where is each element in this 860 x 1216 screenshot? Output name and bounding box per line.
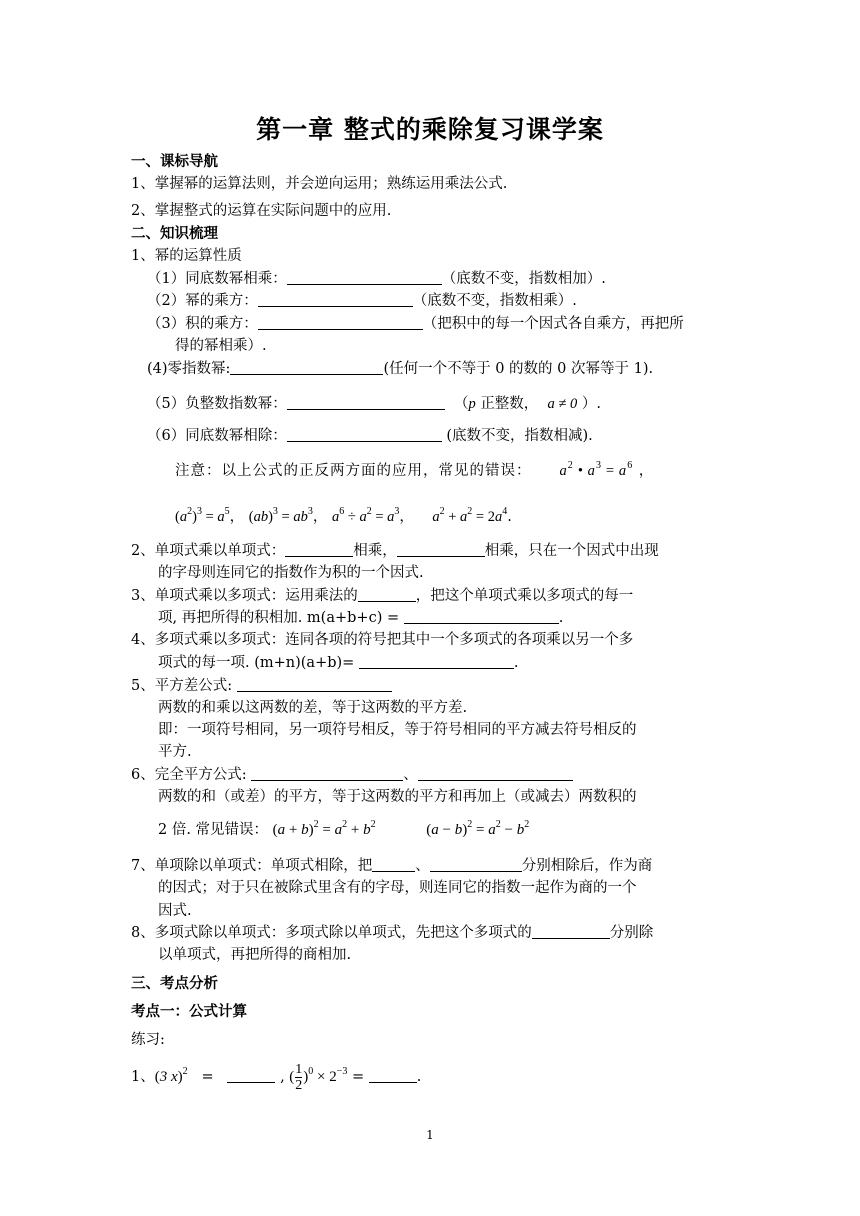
note-line: 注意：以上公式的正反两方面的应用，常见的错误： $a^2$ • $a^3 = a^6$ ， (175, 460, 655, 479)
page-title: 第一章 整式的乘除复习课学案 (256, 115, 604, 144)
rule-item-6: （6）同底数幂相除： (底数不变，指数相减). (147, 428, 593, 444)
text-line: 平方. (158, 744, 192, 760)
formula: (3 x)$^2$ (154, 1066, 188, 1085)
fill-blank[interactable] (430, 856, 522, 872)
fill-blank[interactable] (287, 394, 445, 410)
fill-blank[interactable] (251, 765, 403, 781)
text-line: 得的幂相乘）. (175, 338, 267, 354)
text-line: 的字母则连同它的指数作为积的一个因式. (158, 565, 424, 581)
fill-blank[interactable] (404, 608, 559, 624)
fill-blank[interactable] (532, 923, 610, 939)
rule-item-1: （1）同底数幂相乘： （底数不变，指数相加）. (147, 271, 606, 287)
text-line: 即：一项符号相同，另一项符号相反，等于符号相同的平方减去符号相反的 (158, 722, 637, 738)
formula: $(ab)^3 = ab^3$ (248, 506, 313, 525)
point-3-cont: 项, 再把所得的积相加. m(a+b+c) = . (158, 610, 564, 626)
rule-item-4: (4)零指数幂: (任何一个不等于 0 的数的 0 次幂等于 1). (147, 361, 654, 377)
formula: $a^2$ • $a^3 = a^6$ (559, 460, 634, 479)
formula: $a^6 \div a^2 = a^3$ (331, 506, 400, 525)
text-line: 两数的和乘以这两数的差，等于这两数的平方差. (158, 700, 468, 716)
text-line: 因式. (158, 903, 192, 919)
section-heading-2: 二、知识梳理 (131, 226, 218, 242)
fill-blank[interactable] (285, 541, 353, 557)
text-line: 1、幂的运算性质 (131, 248, 242, 264)
topic-heading: 考点一：公式计算 (131, 1004, 247, 1020)
fill-blank[interactable] (237, 676, 392, 692)
formula: ( $\frac{1}{2}$ )$^0 \times 2^{-3}$ (289, 1062, 348, 1094)
fill-blank[interactable] (230, 359, 383, 375)
rule-item-5: （5）负整数指数幂： （p 正整数， a ≠ 0 ）. (147, 396, 601, 412)
text-line: 以单项式，再把所得的商相加. (158, 947, 352, 963)
fill-blank[interactable] (372, 856, 415, 872)
point-7: 7、单项除以单项式：单项式相除，把 、 分别相除后，作为商 (131, 858, 653, 874)
answer-blank[interactable] (369, 1067, 417, 1083)
point-4-cont: 项式的每一项. (m+n)(a+b)= . (158, 655, 519, 671)
text-line: 4、多项式乘以多项式：连同各项的符号把其中一个多项式的各项乘以另一个多 (131, 632, 634, 648)
page-number: 1 (426, 1128, 434, 1142)
fill-blank[interactable] (258, 291, 413, 307)
section-heading-3: 三、考点分析 (131, 976, 218, 992)
formula: $(a - b)^2 = a^2 - b^2$ (426, 819, 530, 838)
fill-blank[interactable] (397, 541, 485, 557)
text-line: 1、掌握幂的运算法则，并会逆向运用；熟练运用乘法公式. (131, 176, 508, 192)
point-6: 6、完全平方公式: 、 (131, 765, 573, 785)
answer-blank[interactable] (227, 1067, 275, 1083)
fill-blank[interactable] (258, 314, 423, 330)
point-5: 5、平方差公式: (131, 676, 392, 696)
formula: $(a + b)^2 = a^2 + b^2$ (272, 819, 376, 838)
text-line: 2、掌握整式的运算在实际问题中的应用. (131, 203, 392, 219)
fill-blank[interactable] (418, 765, 573, 781)
text-line: 的因式；对于只在被除式里含有的字母，则连同它的指数一起作为商的一个 (158, 880, 637, 896)
fill-blank[interactable] (287, 426, 442, 442)
text-line: 两数的和（或差）的平方，等于这两数的平方和再加上（或减去）两数积的 (158, 789, 637, 805)
practice-label: 练习: (131, 1032, 165, 1048)
fill-blank[interactable] (358, 586, 416, 602)
common-errors-line: $(a^2)^3 = a^5$， $(ab)^3 = ab^3$， $a^6 \div a^2 = a^3$， $a^2 + a^2 = 2a^4$. (175, 506, 512, 525)
point-8: 8、多项式除以单项式：多项式除以单项式，先把这个多项式的 分别除 (131, 925, 654, 941)
fill-blank[interactable] (287, 269, 442, 285)
point-2: 2、单项式乘以单项式： 相乘， 相乘，只在一个因式中出现 (131, 543, 659, 559)
exercise-1: 1、(3 x)$^2$ = , ( $\frac{1}{2}$ )$^0 \times 2^{-3}$ = . (131, 1062, 422, 1094)
point-3: 3、单项式乘以多项式：运用乘法的 ，把这个单项式乘以多项式的每一 (131, 588, 634, 604)
section-heading-1: 一、课标导航 (131, 154, 218, 170)
fill-blank[interactable] (359, 653, 514, 669)
formula: $(a^2)^3 = a^5$ (175, 506, 230, 525)
rule-item-3: （3）积的乘方： （把积中的每一个因式各自乘方，再把所 (147, 316, 684, 332)
point-6-errors: 2 倍. 常见错误： $(a + b)^2 = a^2 + b^2$ $(a - b)^2 = a^2 - b^2$ (158, 819, 530, 838)
formula: $a^2 + a^2 = 2a^4$ (432, 506, 508, 525)
rule-item-2: （2）幂的乘方： （底数不变，指数相乘）. (147, 293, 577, 309)
